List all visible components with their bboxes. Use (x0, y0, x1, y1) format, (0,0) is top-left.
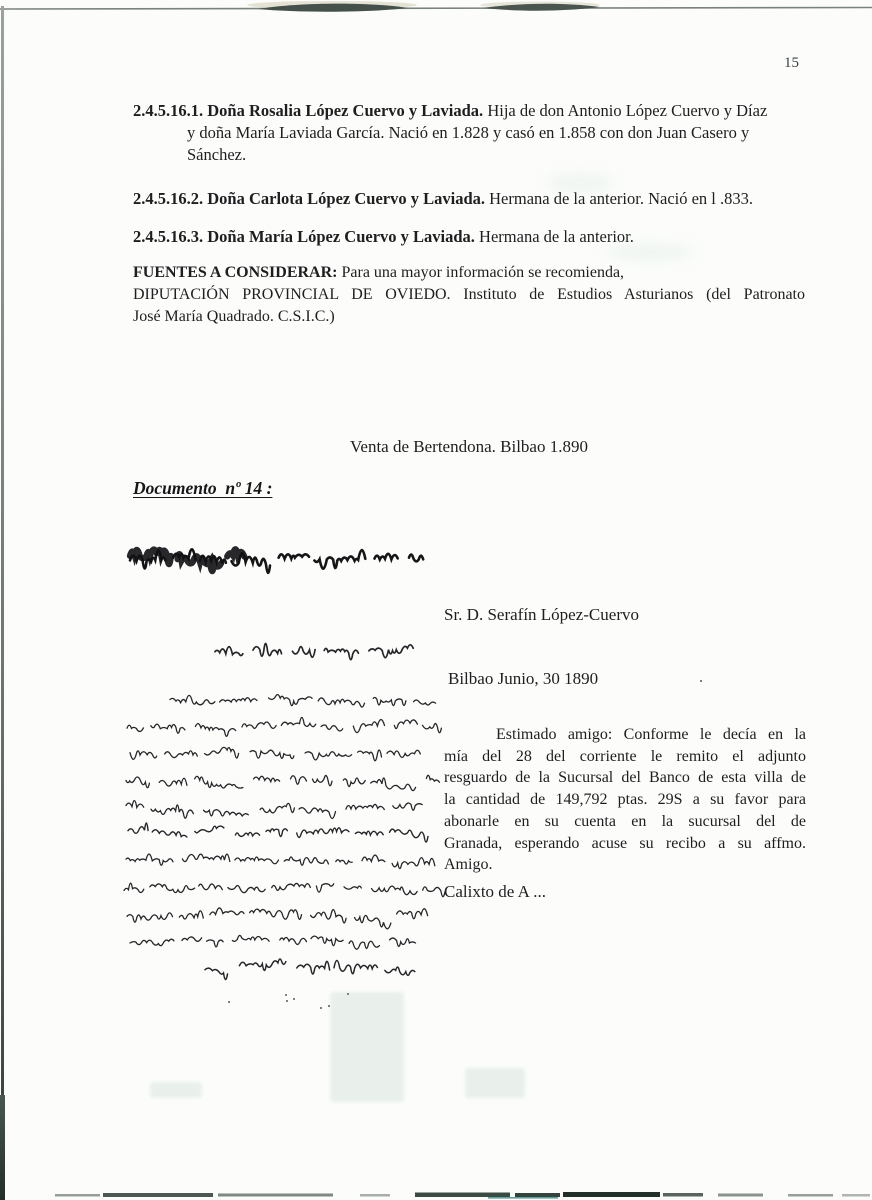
letter-body-line: abonarle en su cuenta en la sucursal del de (444, 812, 806, 830)
letter-signature: Calixto de A ... (444, 882, 546, 901)
sources-intro: Para una mayor información se recomienda, (341, 264, 625, 281)
sources-line-1 (133, 262, 805, 284)
handwritten-body-line (127, 908, 428, 929)
entry-text-line: y doña María Laviada García. Nació en 1.828 y casó en 1.858 con don Juan Casero y (187, 123, 750, 142)
letter-dateline: Bilbao Junio, 30 1890 (448, 669, 599, 688)
stray-ink-dot (228, 1001, 230, 1003)
handwritten-body-line (127, 717, 441, 736)
scanner-left-edge-line (1, 6, 4, 1200)
entry-text-line: Hija de don Antonio López Cuervo y Díaz (487, 101, 768, 120)
handwritten-addressee-signature (130, 549, 423, 573)
bleed-through-smudge (605, 242, 695, 262)
handwritten-body-line (130, 747, 420, 760)
handwritten-ink-blot (130, 549, 244, 571)
sources-block (133, 262, 805, 328)
handwritten-body-line (126, 854, 435, 868)
entry-text-line: Hermana de la anterior. Nació en l .833. (489, 189, 754, 208)
handwritten-body-line (170, 695, 436, 707)
letter-body-line: Estimado amigo: Conforme le decía en la (496, 726, 806, 743)
letter-body-line: Granada, esperando acuse su recibo a su affmo. (444, 834, 806, 852)
stray-ink-dot (285, 994, 287, 996)
entry-number: 2.4.5.16.3. (133, 227, 204, 246)
bleed-through-smudge (150, 1082, 202, 1098)
letter-body (444, 724, 806, 876)
bleed-through-smudge (330, 992, 404, 1102)
entry-name: Doña Carlota López Cuervo y Laviada. (207, 189, 485, 208)
letter-body-line: la cantidad de 149,792 ptas. 29S a su favor para (444, 791, 806, 809)
entry-number: 2.4.5.16.2. (133, 189, 204, 208)
scanner-left-edge-dark (0, 1095, 5, 1200)
letter-recipient: Sr. D. Serafín López-Cuervo (444, 605, 639, 624)
genealogy-entry-1 (133, 100, 823, 166)
stray-ink-dot (286, 1000, 288, 1002)
entry-name: Doña Rosalia López Cuervo y Laviada. (207, 101, 484, 120)
entry-text-line: Sánchez. (187, 145, 247, 164)
handwritten-body-line (130, 935, 416, 949)
entry-name: Doña María López Cuervo y Laviada. (207, 227, 475, 246)
sources-line-3: José María Quadrado. C.S.I.C.) (133, 308, 335, 325)
stray-ink-dot (700, 680, 702, 682)
document-heading: Documento nº 14 : (133, 478, 273, 498)
scanner-bottom-edge-smudge (0, 1186, 872, 1200)
handwritten-closing-signature (205, 959, 415, 980)
photo-caption: Venta de Bertendona. Bilbao 1.890 (350, 437, 588, 456)
genealogy-entry-2 (133, 188, 823, 210)
stray-ink-dot (320, 1007, 322, 1009)
sources-line-2: DIPUTACIÓN PROVINCIAL DE OVIEDO. Instituto de Estudios Asturianos (del Patronato (133, 286, 805, 303)
letter-body-line: mía del 28 del corriente le remito el adjunto (444, 747, 806, 765)
stray-ink-dot (293, 998, 295, 1000)
entry-text-line: Hermana de la anterior. (479, 227, 634, 246)
handwritten-body-line (126, 801, 422, 819)
entry-number: 2.4.5.16.1. (133, 101, 204, 120)
scanner-top-edge-smudge (0, 0, 872, 22)
handwritten-body-line (128, 823, 428, 842)
sources-label: FUENTES A CONSIDERAR: (133, 264, 338, 281)
handwritten-body-line (124, 883, 445, 897)
bleed-through-smudge (465, 1068, 525, 1098)
genealogy-entry-3 (133, 226, 823, 248)
page-number: 15 (784, 55, 799, 71)
handwritten-dateline (215, 643, 413, 659)
bleed-through-smudge (545, 172, 615, 194)
letter-body-line: Amigo. (444, 856, 493, 874)
letter-body-line: resguardo de la Sucursal del Banco de esta villa de (444, 769, 806, 787)
handwritten-body-line (126, 775, 440, 790)
